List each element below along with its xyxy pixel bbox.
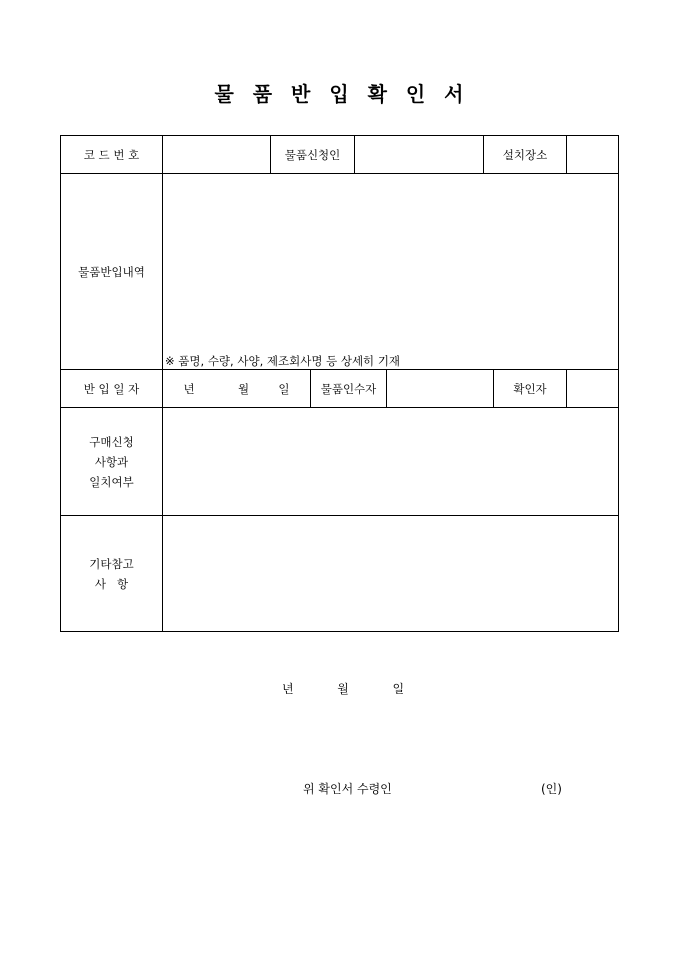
items-detail-label: 물품반입내역	[61, 174, 163, 370]
install-location-field[interactable]	[567, 136, 619, 174]
other-notes-field[interactable]	[163, 516, 619, 632]
footer-date	[282, 680, 404, 697]
seal-mark: (인)	[541, 782, 562, 796]
month-label: 월	[237, 381, 250, 396]
requester-field[interactable]	[355, 136, 484, 174]
install-location-label: 설치장소	[484, 136, 567, 174]
receiver-signature-text: 위 확인서 수령인	[303, 782, 392, 796]
confirmer-label: 확인자	[494, 370, 567, 408]
items-detail-field[interactable]	[163, 174, 619, 370]
purchase-match-label: 구매신청 사항과 일치여부	[61, 408, 163, 516]
code-number-label: 코 드 번 호	[61, 136, 163, 174]
requester-label: 물품신청인	[271, 136, 355, 174]
other-notes-label: 기타참고 사 항	[61, 516, 163, 632]
footer-day: 일	[392, 682, 405, 696]
day-label: 일	[278, 381, 290, 396]
document-title: 물 품 반 입 확 인 서	[214, 82, 466, 106]
receiver-label: 물품인수자	[311, 370, 387, 408]
footer-month: 월	[337, 682, 349, 696]
year-label: 년	[183, 381, 195, 396]
receiver-field[interactable]	[387, 370, 494, 408]
purchase-match-field[interactable]	[163, 408, 619, 516]
items-detail-note: ※ 품명, 수량, 사양, 제조회사명 등 상세히 기재	[165, 354, 401, 368]
confirmation-form-table	[60, 135, 619, 632]
delivery-date-field[interactable]	[163, 370, 311, 408]
code-number-field[interactable]	[163, 136, 271, 174]
delivery-date-label: 반 입 일 자	[61, 370, 163, 408]
footer-year: 년	[282, 682, 294, 696]
confirmer-field[interactable]	[567, 370, 619, 408]
